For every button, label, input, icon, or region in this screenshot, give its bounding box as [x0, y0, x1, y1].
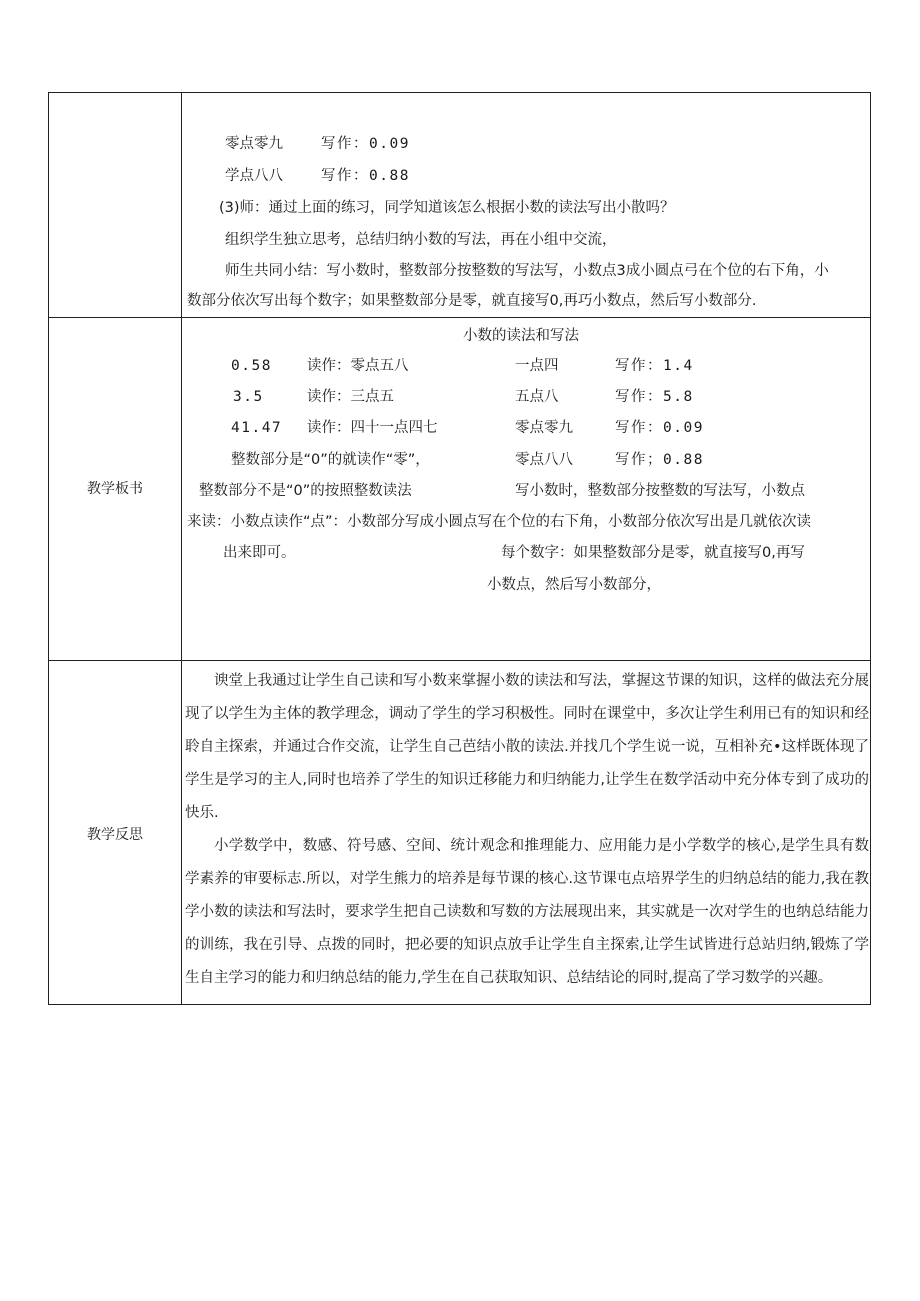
- board-row-1-word: 一点四: [515, 358, 559, 374]
- lesson-table: [48, 92, 871, 1005]
- board-row-3-number: 41.47: [231, 420, 283, 436]
- group-discussion: 组织学生独立思考，总结归纳小数的写法，再在小组中交流，: [225, 232, 617, 248]
- board-read-line: 来读：小数点读作“点”：小数部分写成小圆点写在个位的右下角，小数部分依次写出是几就依次读: [187, 514, 812, 530]
- board-row-3-written: 写作：0.09: [615, 420, 704, 436]
- board-row-2-number: 3.5: [233, 389, 264, 405]
- board-row-1-reading: 读作：零点五八: [307, 358, 409, 374]
- board-row-3-word: 零点零九: [515, 420, 573, 436]
- example-word-1: 零点零九: [225, 136, 283, 152]
- board-write-rule-3: 小数点，然后写小数部分，: [487, 577, 661, 593]
- board-row-2-written: 写作：5.8: [615, 389, 694, 405]
- board-write-rule-2: 每个数字：如果整数部分是零，就直接写0,再写: [501, 545, 805, 561]
- board-label: 教学板书: [87, 481, 143, 497]
- reflection-label: 教学反思: [87, 827, 143, 843]
- board-read-tail: 出来即可。: [223, 545, 296, 561]
- row-divider-2: [49, 660, 870, 661]
- board-row-2-reading: 读作：三点五: [307, 389, 394, 405]
- board-write-rule-1: 写小数时，整数部分按整数的写法写，小数点: [515, 483, 805, 499]
- example-written-1: 写作：0.09: [321, 136, 410, 152]
- board-row-4-written: 写作；0.88: [615, 452, 704, 468]
- reflection-text: [185, 665, 869, 995]
- board-rule-zero: 整数部分是“0”的就读作“零”，: [231, 452, 430, 468]
- board-title: 小数的读法和写法: [463, 328, 579, 344]
- reflection-paragraph-2: 小学数学中，数感、符号感、空间、统计观念和推理能力、应用能力是小学数学的核心,是学生具有数学素养的审要标志.所以，对学生熊力的培养是每节课的核心.这节课屯点培界学生的归纳总结的能力,我在教学小数的读法和写法时，要求学生把自己读数和写数的方法展现出来，其实就是一次对学生的也纳总结能力的训练，我在引导、点拨的同时，把必要的知识点放手让学生自主探索,让学生试皆进行总站归纳,锻炼了学生自主学习的能力和归纳总结的能力,学生在自己获取知识、总结结论的同时,提高了学习数学的兴趣。: [185, 838, 869, 986]
- board-row-1-number: 0.58: [231, 358, 272, 374]
- example-written-2: 写作：0.88: [321, 168, 410, 184]
- column-divider: [181, 93, 182, 1004]
- row-divider-1: [49, 317, 870, 318]
- board-row-3-reading: 读作：四十一点四七: [307, 420, 438, 436]
- reflection-paragraph-1: 谀堂上我通过让学生自己读和写小数来掌握小数的读法和写法，掌握这节课的知识，这样的做法充分展现了以学生为主体的教学理念，调动了学生的学习积极性。同时在课堂中，多次让学生利用已有的知识和经聆自主探索，并通过合作交流，让学生自己芭结小散的读法.并找几个学生说一说，互相补充•这样既体现了学生是学习的主人,同时也培养了学生的知识迁移能力和归纳能力,让学生在数学活动中充分体专到了成功的快乐.: [185, 673, 869, 821]
- summary-line-2: 数部分依次写出每个数字；如果整数部分是零，就直接写0,再巧小数点，然后写小数部分.: [187, 293, 757, 309]
- teacher-question: (3)师：通过上面的练习，同学知道该怎么根据小数的读法写出小散吗？: [219, 200, 675, 216]
- board-row-2-word: 五点八: [515, 389, 559, 405]
- board-rule-nonzero: 整数部分不是“0”的按照整数读法: [199, 483, 412, 499]
- board-row-1-written: 写作：1.4: [615, 358, 694, 374]
- summary-line-1: 师生共同小结：写小数时，整数部分按整数的写法写，小数点3成小圆点弓在个位的右下角，小: [225, 263, 829, 279]
- board-row-4-word: 零点八八: [515, 452, 573, 468]
- example-word-2: 学点八八: [225, 168, 283, 184]
